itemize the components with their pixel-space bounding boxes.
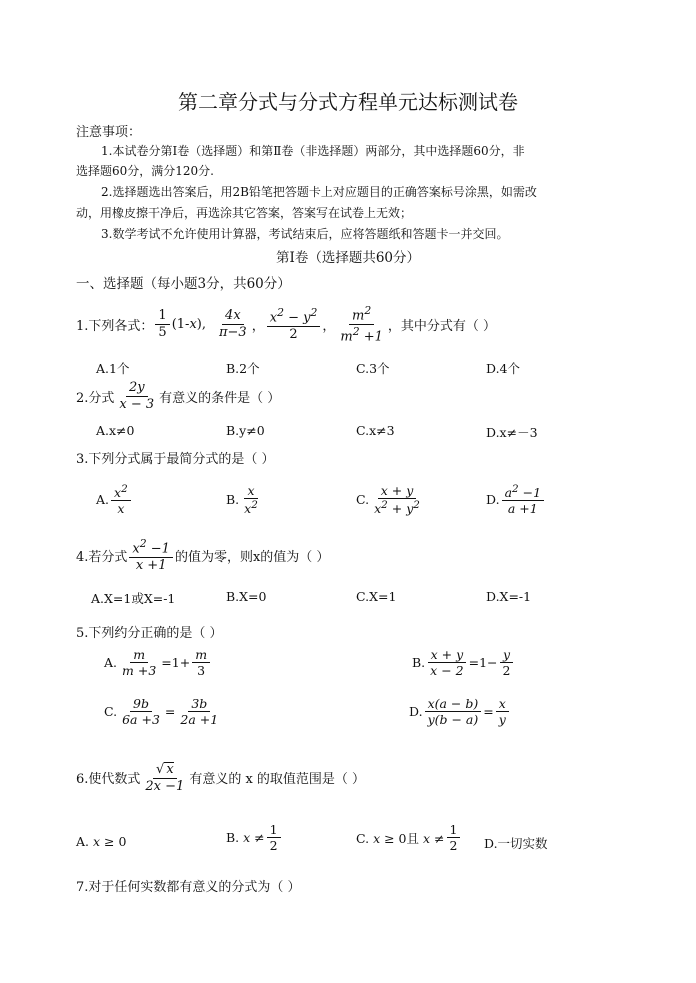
option-d[interactable]: D.4个 [486,361,521,376]
question-2 [76,381,280,411]
notice-line: 3.数学考试不允许使用计算器，考试结束后，应将答题纸和答题卡一并交回。 [101,227,509,241]
notice-line: 选择题60分，满分120分. [76,164,214,178]
notice-heading: 注意事项： [76,125,142,140]
option-b[interactable]: B. $\frac{x + y}{x - 2}$ =1− $\frac{y}{2}$ [412,648,515,677]
question-1: 1.下列各式： $\frac{1}{5}$ (1-x), $\frac{4x}{\pi-3}$ ， $\frac{x^2 - y^2}{2}$ ， $\frac{m^2}{m^2 +1}$ ，其中分式有（ ） [76,304,497,345]
option-b[interactable]: B.X=0 [226,589,267,604]
part-heading: 第Ⅰ卷（选择题共60分） [275,250,420,266]
page-title: 第二章分式与分式方程单元达标测试卷 [178,90,518,114]
section-heading: 一、选择题（每小题3分，共60分） [76,276,291,292]
option-b[interactable]: B. $\frac{x}{x^2}$ [226,483,258,517]
option-c[interactable]: C.x≠3 [356,423,395,438]
option-c[interactable]: C. $\frac{9b}{6a +3}$ = $\frac{3b}{2a +1}$ [104,696,219,728]
option-d[interactable]: D.x≠－3 [486,425,538,440]
notice-line: 2.选择题选出答案后，用2B铅笔把答题卡上对应题目的正确答案标号涂黑，如需改 [101,185,537,199]
option-a[interactable]: A. x ≥ 0 [76,834,127,849]
question-stem: 4.若分式 [76,549,128,565]
question-tail: 有意义的条件是（ ） [159,390,281,406]
option-d[interactable]: D.X=-1 [486,589,532,604]
question-stem: 2.分式 [76,390,115,406]
option-a[interactable]: A. $\frac{x^2}{x}$ [96,484,133,515]
option-a[interactable]: A.X=1或X=-1 [91,591,176,606]
question-tail: ，其中分式有（ ） [387,318,497,334]
math-expr: $\frac{2y}{x - 3}$ [119,380,155,412]
option-c[interactable]: C.3个 [356,361,390,376]
question-stem: 1.下列各式： [76,318,154,334]
notice-line: 动，用橡皮擦干净后，再选涂其它答案，答案写在试卷上无效； [76,206,413,220]
question-tail: 的值为零，则x的值为（ ） [174,549,330,565]
question-6 [76,762,365,793]
option-a[interactable]: A. $\frac{m}{m +3}$ =1+ $\frac{m}{3}$ [104,648,212,677]
option-a[interactable]: A.x≠0 [96,423,135,438]
math-expr: $\frac{x^2 -1}{x +1}$ [129,538,173,573]
math-expr: $\frac{√ x}{2x -1}$ [145,762,185,794]
option-c[interactable]: C.X=1 [356,589,397,604]
option-b[interactable]: B. x ≠ $\frac{1}{2}$ [226,823,283,852]
question-tail: 有意义的 x 的取值范围是（ ） [189,772,366,788]
option-d[interactable]: D. $\frac{a^2 -1}{a +1}$ [486,484,546,515]
math-expr: $\frac{1}{5}$ [155,309,169,339]
option-c[interactable]: C. x ≥ 0且 x ≠ $\frac{1}{2}$ [356,823,462,852]
option-b[interactable]: B.y≠0 [226,423,265,438]
math-expr: $\frac{m^2}{m^2 +1}$ [340,304,383,345]
question-3: 3.下列分式属于最简分式的是（ ） [76,452,275,467]
question-7: 7.对于任何实数都有意义的分式为（ ） [76,880,301,895]
option-d[interactable]: D. $\frac{x(a - b)}{y(b - a)}$ = $\frac{x}{y}$ [409,697,511,726]
math-expr: $\frac{4x}{\pi-3}$ [219,308,247,340]
question-4 [76,538,329,573]
option-a[interactable]: A.1个 [96,361,130,376]
notice-line: 1.本试卷分第Ⅰ卷（选择题）和第Ⅱ卷（非选择题）两部分，其中选择题60分，非 [101,144,525,158]
question-5: 5.下列约分正确的是（ ） [76,626,223,641]
math-expr: $\frac{x^2 - y^2}{2}$ [267,307,321,342]
question-stem: 6.使代数式 [76,772,141,788]
option-b[interactable]: B.2个 [226,361,260,376]
option-d[interactable]: D.一切实数 [484,836,548,851]
option-c[interactable]: C. $\frac{x + y}{x^2 + y^2}$ [356,483,420,517]
